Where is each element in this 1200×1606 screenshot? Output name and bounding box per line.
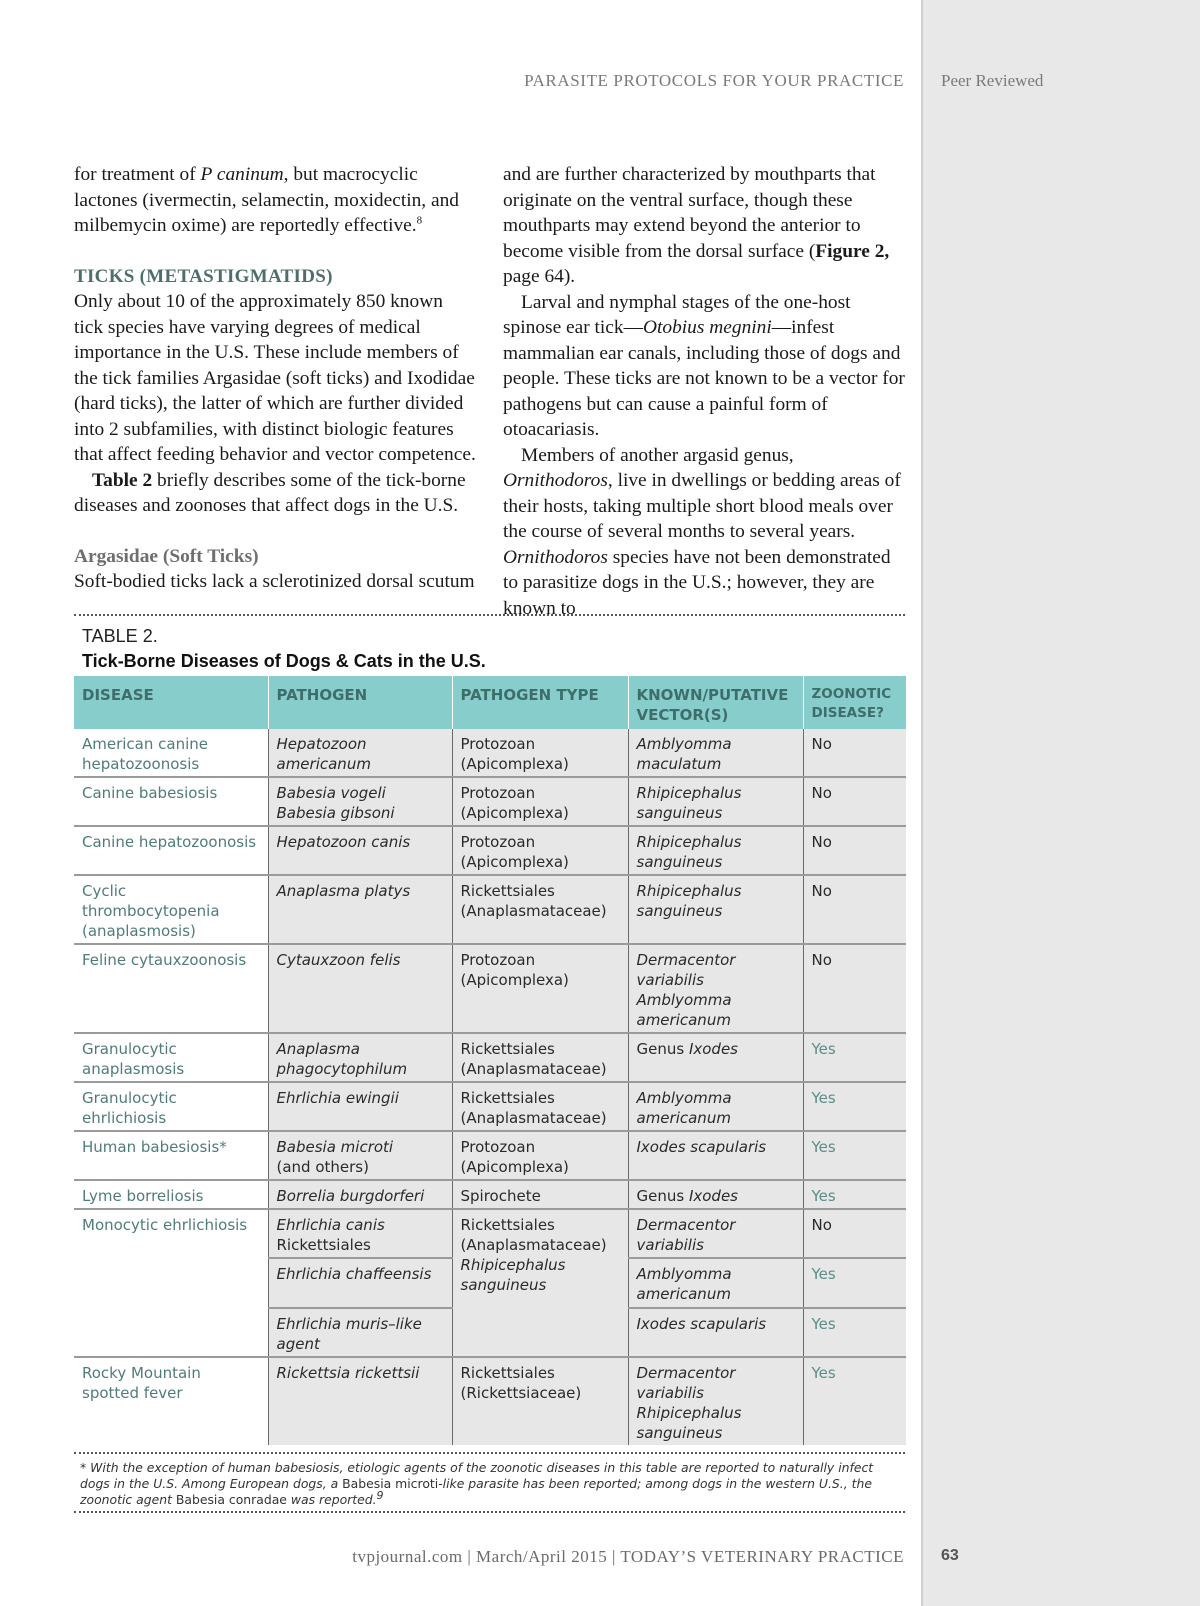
left-column — [74, 162, 476, 595]
type-name: Rickettsiales (Anaplasmataceae) — [460, 1216, 607, 1254]
type-cell: Protozoan (Apicomplexa) — [452, 944, 628, 1033]
vector-name: Rhipicephalus sanguineus — [460, 1256, 566, 1294]
left-paragraph-3 — [74, 468, 476, 519]
type-cell — [452, 1209, 628, 1357]
right-paragraph-1 — [503, 162, 905, 290]
vector-cell — [628, 1033, 803, 1082]
vector-cell — [628, 1180, 803, 1209]
text: page 64). — [503, 266, 576, 287]
vector-cell — [628, 1357, 803, 1445]
vector-cell: Rhipicephalus sanguineus — [628, 826, 803, 875]
vector-name: Amblyomma americanum — [636, 991, 732, 1029]
peer-reviewed-label: Peer Reviewed — [941, 71, 1044, 90]
zoonotic-cell: Yes — [803, 1131, 906, 1180]
table-title: Tick-Borne Diseases of Dogs & Cats in the U.S. — [82, 651, 486, 671]
disease-cell: Canine babesiosis — [74, 777, 268, 826]
zoonotic-cell: Yes — [803, 1258, 906, 1308]
pathogen-cell: Ehrlichia chaffeensis — [268, 1258, 452, 1308]
table-row — [74, 875, 906, 944]
type-cell: Rickettsiales (Anaplasmataceae) — [452, 1033, 628, 1082]
subheading: Argasidae (Soft Ticks) — [74, 545, 259, 567]
table-label: TABLE 2. — [82, 626, 158, 646]
right-paragraph-2 — [503, 290, 905, 443]
disease-cell: Feline cytauxzoonosis — [74, 944, 268, 1033]
pathogen-cell: Ehrlichia muris–like agent — [268, 1308, 452, 1357]
page-number: 63 — [941, 1547, 959, 1564]
pathogen-cell — [268, 777, 452, 826]
table-header-row — [74, 676, 906, 729]
text: Larval and nymphal stages of the one-host spinose ear tick— — [503, 291, 851, 338]
text: , live in dwellings or bedding areas of their hosts, taking multiple short blood meals over the course of several months to several years. — [503, 470, 901, 542]
disease-cell: Granulocytic ehrlichiosis — [74, 1082, 268, 1131]
pathogen-note: (and others) — [276, 1158, 369, 1176]
text: —infest mammalian ear canals, including those of dogs and people. These ticks are not known to be a vector for pathogens but can cause a painful form of otoacariasis. — [503, 317, 905, 440]
figure-reference: Figure 2, — [815, 240, 890, 262]
right-column — [503, 162, 905, 621]
pathogen-cell — [268, 1131, 452, 1180]
header-zoonotic: ZOONOTIC DISEASE? — [803, 676, 906, 729]
pathogen-cell: Hepatozoon canis — [268, 826, 452, 875]
table-row — [74, 729, 906, 777]
pathogen-note: Rickettsiales — [276, 1236, 371, 1254]
text: for treatment of — [74, 164, 201, 185]
footnote-bottom-rule — [74, 1511, 905, 1513]
table-row — [74, 777, 906, 826]
pathogen-name: Babesia vogeli — [276, 784, 386, 802]
disease-cell: Cyclic thrombocytopenia (anaplasmosis) — [74, 875, 268, 944]
vector-name: Rhipicephalus sanguineus — [636, 1404, 742, 1442]
table-row — [74, 1131, 906, 1180]
table-bottom-rule — [74, 1452, 905, 1454]
table-row — [74, 1082, 906, 1131]
zoonotic-cell: No — [803, 729, 906, 777]
disease-cell: Monocytic ehrlichiosis — [74, 1209, 268, 1357]
pathogen-cell: Hepatozoon americanum — [268, 729, 452, 777]
pathogen-cell: Rickettsia rickettsii — [268, 1357, 452, 1445]
zoonotic-cell: No — [803, 826, 906, 875]
table-row — [74, 1357, 906, 1445]
running-head: PARASITE PROTOCOLS FOR YOUR PRACTICE — [524, 71, 904, 90]
vector-prefix: Genus — [636, 1187, 689, 1205]
table-row — [74, 1180, 906, 1209]
type-cell: Rickettsiales (Anaplasmataceae) — [452, 875, 628, 944]
text: Members of another argasid genus, — [521, 444, 794, 466]
type-cell: Rickettsiales (Rickettsiaceae) — [452, 1357, 628, 1445]
section-heading: TICKS (METASTIGMATIDS) — [74, 265, 333, 287]
text: , but macrocyclic lactones (ivermectin, selamectin, moxidectin, and milbemycin oxime) are reportedly effective. — [74, 164, 459, 236]
text: -like parasite has been reported; among dogs in the western U.S., the zoonotic agent — [80, 1476, 872, 1507]
vector-cell: Amblyomma americanum — [628, 1082, 803, 1131]
vector-name: Ixodes — [688, 1187, 738, 1205]
zoonotic-cell: No — [803, 777, 906, 826]
header-pathogen-type: PATHOGEN TYPE — [452, 676, 628, 729]
species-name: Babesia microti — [342, 1476, 439, 1491]
table-row — [74, 944, 906, 1033]
vector-name: Dermacentor variabilis — [636, 951, 736, 989]
disease-cell: Lyme borreliosis — [74, 1180, 268, 1209]
pathogen-cell: Ehrlichia ewingii — [268, 1082, 452, 1131]
table-footnote — [80, 1460, 902, 1508]
type-cell: Rickettsiales (Anaplasmataceae) — [452, 1082, 628, 1131]
species-name: Babesia conradae — [175, 1492, 287, 1507]
vector-name: Ixodes — [688, 1040, 738, 1058]
table-row — [74, 826, 906, 875]
zoonotic-cell: No — [803, 944, 906, 1033]
vector-cell: Dermacentor variabilis — [628, 1209, 803, 1258]
table-reference: Table 2 — [92, 469, 153, 491]
disease-cell: Granulocytic anaplasmosis — [74, 1033, 268, 1082]
species-name: Otobius megnini — [643, 317, 772, 338]
table-row — [74, 1209, 906, 1258]
table-top-rule — [74, 614, 905, 616]
vector-cell: Amblyomma maculatum — [628, 729, 803, 777]
vector-cell: Ixodes scapularis — [628, 1308, 803, 1357]
pathogen-cell: Cytauxzoon felis — [268, 944, 452, 1033]
pathogen-name: Babesia microti — [276, 1138, 394, 1156]
text: was reported. — [286, 1492, 377, 1507]
footnote-marker: * — [80, 1460, 87, 1475]
vector-cell: Ixodes scapularis — [628, 1131, 803, 1180]
disease-cell: Rocky Mountain spotted fever — [74, 1357, 268, 1445]
pathogen-cell: Anaplasma platys — [268, 875, 452, 944]
zoonotic-cell: No — [803, 875, 906, 944]
type-cell: Protozoan (Apicomplexa) — [452, 729, 628, 777]
vector-cell — [628, 944, 803, 1033]
reference-number: 8 — [416, 214, 423, 227]
vector-cell: Rhipicephalus sanguineus — [628, 875, 803, 944]
right-paragraph-3 — [503, 443, 905, 622]
left-paragraph-2: Only about 10 of the approximately 850 known tick species have varying degrees of medical importance in the U.S. These include members of the tick families Argasidae (soft ticks) and Ixodidae (hard ticks), the latter of which are further divided into 2 subfamilies, with distinct biologic features that affect feeding behavior and vector competence. — [74, 291, 476, 465]
header-disease: DISEASE — [74, 676, 268, 729]
type-cell: Protozoan (Apicomplexa) — [452, 1131, 628, 1180]
type-cell: Protozoan (Apicomplexa) — [452, 826, 628, 875]
pathogen-cell: Anaplasma phagocytophilum — [268, 1033, 452, 1082]
vector-prefix: Genus — [636, 1040, 689, 1058]
vector-cell: Amblyomma americanum — [628, 1258, 803, 1308]
reference-number: 9 — [376, 1488, 384, 1502]
vector-cell: Rhipicephalus sanguineus — [628, 777, 803, 826]
zoonotic-cell: Yes — [803, 1357, 906, 1445]
footer-journal-info: tvpjournal.com | March/April 2015 | TODAY’S VETERINARY PRACTICE — [352, 1547, 904, 1566]
type-cell: Spirochete — [452, 1180, 628, 1209]
genus-name: Ornithodoros — [503, 546, 608, 568]
pathogen-cell — [268, 1209, 452, 1258]
type-cell: Protozoan (Apicomplexa) — [452, 777, 628, 826]
text: and are further characterized by mouthparts that originate on the ventral surface, though these mouthparts may extend beyond the anterior to become visible from the dorsal surface ( — [503, 164, 876, 262]
header-pathogen: PATHOGEN — [268, 676, 452, 729]
disease-cell: Canine hepatozoonosis — [74, 826, 268, 875]
vector-name: Dermacentor variabilis — [636, 1364, 736, 1402]
pathogen-cell: Borrelia burgdorferi — [268, 1180, 452, 1209]
left-paragraph-4: Soft-bodied ticks lack a sclerotinized dorsal scutum — [74, 571, 475, 592]
text: species have not been demonstrated to parasitize dogs in the U.S.; however, they are known to — [503, 546, 891, 619]
pathogen-name: Babesia gibsoni — [276, 804, 395, 822]
zoonotic-cell: Yes — [803, 1180, 906, 1209]
genus-name: Ornithodoros — [503, 470, 608, 491]
species-name: P caninum — [200, 164, 284, 185]
pathogen-name: Ehrlichia canis — [276, 1216, 385, 1234]
zoonotic-cell: Yes — [803, 1082, 906, 1131]
left-paragraph-1 — [74, 162, 476, 239]
zoonotic-cell: Yes — [803, 1308, 906, 1357]
zoonotic-cell: No — [803, 1209, 906, 1258]
right-margin-panel — [921, 0, 1200, 1606]
text: briefly describes some of the tick-borne diseases and zoonoses that affect dogs in the U.S. — [74, 469, 466, 516]
disease-cell: Human babesiosis* — [74, 1131, 268, 1180]
header-vector: KNOWN/PUTATIVE VECTOR(S) — [628, 676, 803, 729]
tick-disease-table — [74, 676, 907, 1445]
disease-cell: American canine hepatozoonosis — [74, 729, 268, 777]
table-row — [74, 1033, 906, 1082]
zoonotic-cell: Yes — [803, 1033, 906, 1082]
text: With the exception of human babesiosis, etiologic agents of the zoonotic diseases in this table are reported to naturally infect dogs in the U.S. Among European dogs, a — [80, 1460, 874, 1491]
